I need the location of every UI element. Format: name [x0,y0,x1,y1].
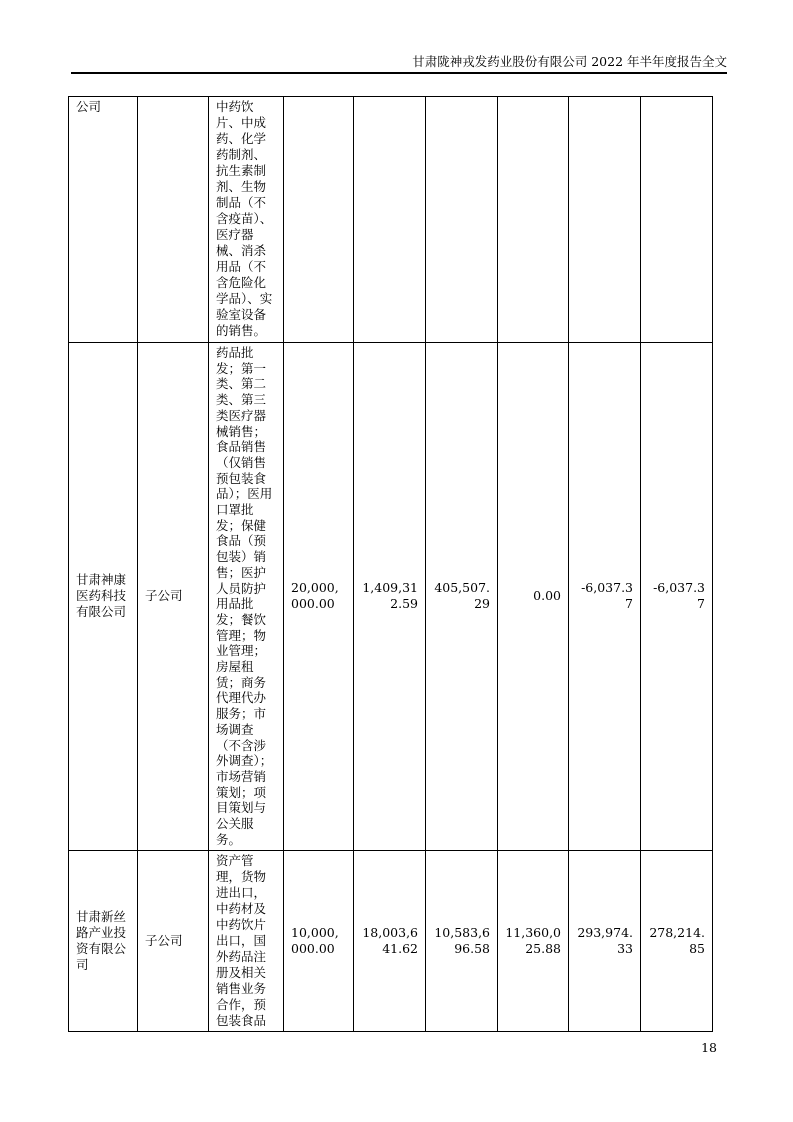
value-cell [426,97,498,343]
business-scope-cell: 药品批发；第一类、第二类、第三类医疗器械销售；食品销售（仅销售预包装食品）；医用口罩批发；保健食品（预包装）销售；医护人员防护用品批发；餐饮管理；物业管理；房屋租赁；商务代理代办服务；市场调查（不含涉外调查）；市场营销策划；项目策划与公关服务。 [209,343,284,851]
value-cell [284,97,354,343]
company-name-cell: 甘肃新丝路产业投资有限公司 [69,850,138,1031]
page-number: 18 [701,1040,717,1055]
company-type-cell: 子公司 [138,850,209,1031]
subsidiaries-table-body [69,97,713,1032]
value-cell: 18,003,641.62 [354,850,426,1031]
value-cell: -6,037.37 [569,343,641,851]
report-header-title: 甘肃陇神戎发药业股份有限公司 2022 年半年度报告全文 [412,54,727,69]
value-cell [641,97,713,343]
company-name-cell: 甘肃神康医药科技有限公司 [69,343,138,851]
value-cell: 0.00 [498,343,569,851]
value-cell [354,97,426,343]
value-cell [569,97,641,343]
company-type-cell [138,97,209,343]
value-cell: -6,037.37 [641,343,713,851]
company-name-cell: 公司 [69,97,138,343]
value-cell: 20,000,000.00 [284,343,354,851]
table-row [69,850,713,1031]
company-type-cell: 子公司 [138,343,209,851]
value-cell: 10,000,000.00 [284,850,354,1031]
table-row [69,343,713,851]
subsidiaries-table [68,96,713,1032]
header-rule [71,72,727,74]
value-cell [498,97,569,343]
business-scope-cell: 中药饮片、中成药、化学药制剂、抗生素制剂、生物制品（不含疫苗）、医疗器械、消杀用品（不含危险化学品）、实验室设备的销售。 [209,97,284,343]
value-cell: 405,507.29 [426,343,498,851]
value-cell: 278,214.85 [641,850,713,1031]
value-cell: 11,360,025.88 [498,850,569,1031]
table-row [69,97,713,343]
value-cell: 1,409,312.59 [354,343,426,851]
value-cell: 10,583,696.58 [426,850,498,1031]
value-cell: 293,974.33 [569,850,641,1031]
business-scope-cell: 资产管理，货物进出口，中药材及中药饮片出口，国外药品注册及相关销售业务合作，预包装食品 [209,850,284,1031]
